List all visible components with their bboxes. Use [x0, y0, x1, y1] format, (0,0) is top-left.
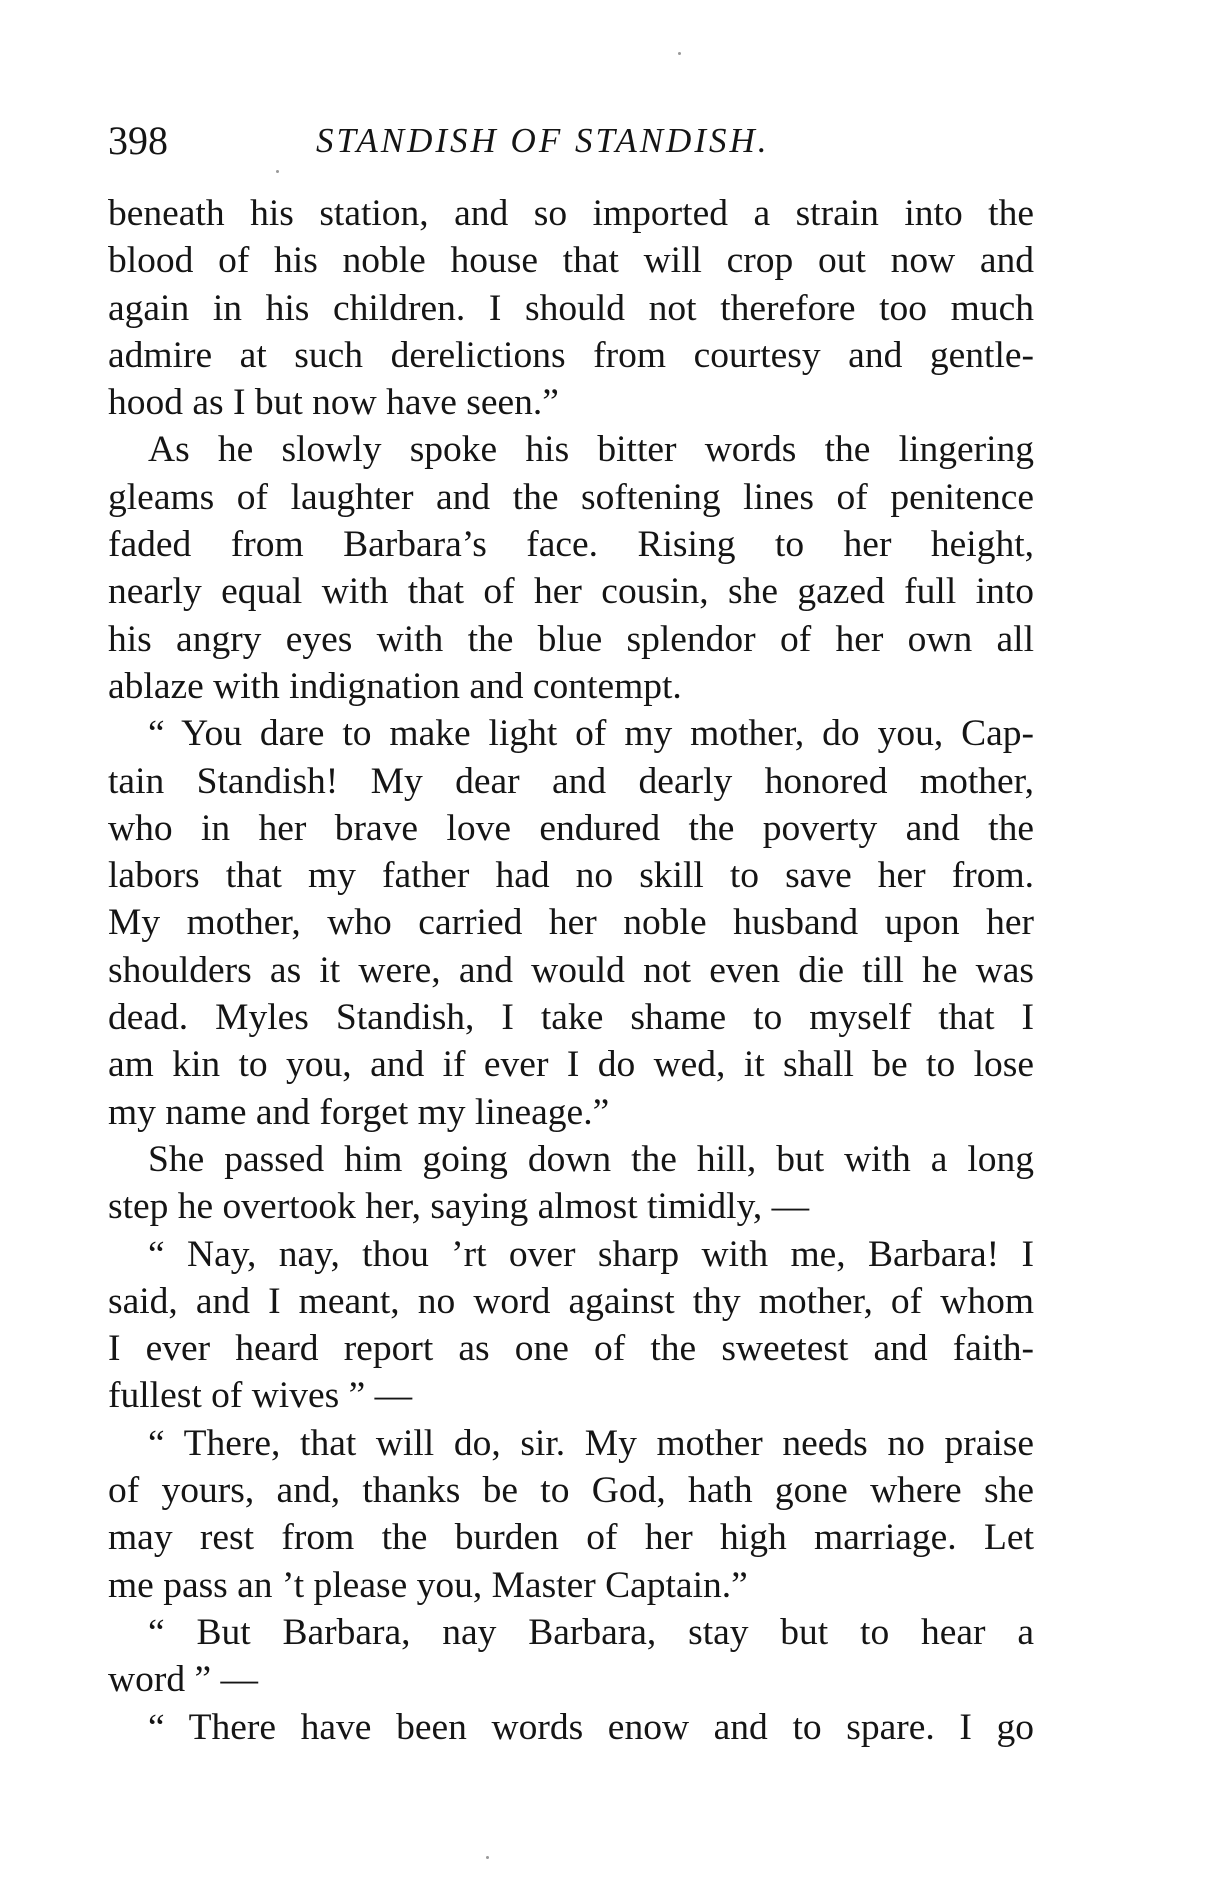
text-line: “ There have been words enow and to spare. I go [148, 1706, 1034, 1748]
ink-speck [276, 170, 279, 173]
text-line: tain Standish! My dear and dearly honored mother, [108, 760, 1034, 802]
text-line: ablaze with indignation and contempt. [108, 665, 682, 707]
text-line: “ But Barbara, nay Barbara, stay but to hear a [148, 1611, 1034, 1653]
text-line: hood as I but now have seen.” [108, 382, 559, 424]
running-title: STANDISH OF STANDISH. [316, 121, 770, 160]
text-line: me pass an ’t please you, Master Captain.” [108, 1564, 748, 1606]
text-line: dead. Myles Standish, I take shame to myself that I [108, 997, 1034, 1039]
page-number: 398 [108, 118, 168, 163]
running-header [108, 116, 1028, 166]
text-line: As he slowly spoke his bitter words the lingering [148, 429, 1034, 471]
text-line: I ever heard report as one of the sweetest and faith- [108, 1328, 1034, 1370]
text-line: blood of his noble house that will crop out now and [108, 240, 1034, 282]
text-line: My mother, who carried her noble husband upon her [108, 902, 1034, 944]
text-line: who in her brave love endured the poverty and the [108, 807, 1034, 849]
text-line: “ Nay, nay, thou ’rt over sharp with me, Barbara! I [148, 1233, 1034, 1275]
text-line: of yours, and, thanks be to God, hath gone where she [108, 1470, 1034, 1512]
text-line: admire at such derelictions from courtesy and gentle- [108, 334, 1034, 376]
text-line: may rest from the burden of her high marriage. Let [108, 1517, 1034, 1559]
text-line: his angry eyes with the blue splendor of her own all [108, 618, 1034, 660]
text-line: said, and I meant, no word against thy mother, of whom [108, 1280, 1034, 1322]
text-line: my name and forget my lineage.” [108, 1091, 610, 1133]
text-line: beneath his station, and so imported a strain into the [108, 193, 1034, 234]
text-line: again in his children. I should not therefore too much [108, 287, 1034, 329]
text-line: “ There, that will do, sir. My mother needs no praise [148, 1422, 1034, 1464]
text-line: word ” — [108, 1659, 258, 1701]
ink-speck [486, 1856, 489, 1859]
text-line: nearly equal with that of her cousin, she gazed full into [108, 571, 1034, 613]
text-line: step he overtook her, saying almost timidly, — [108, 1186, 810, 1228]
text-line: She passed him going down the hill, but with a long [148, 1138, 1034, 1180]
text-line: faded from Barbara’s face. Rising to her height, [108, 524, 1034, 566]
body-text [108, 190, 1034, 1751]
text-line: “ You dare to make light of my mother, do you, Cap- [148, 713, 1034, 755]
ink-speck [678, 52, 681, 55]
text-line: shoulders as it were, and would not even die till he was [108, 949, 1034, 991]
text-line: am kin to you, and if ever I do wed, it shall be to lose [108, 1044, 1034, 1086]
text-line: labors that my father had no skill to save her from. [108, 855, 1034, 897]
text-line: gleams of laughter and the softening lines of penitence [108, 476, 1034, 518]
text-line: fullest of wives ” — [108, 1375, 413, 1417]
